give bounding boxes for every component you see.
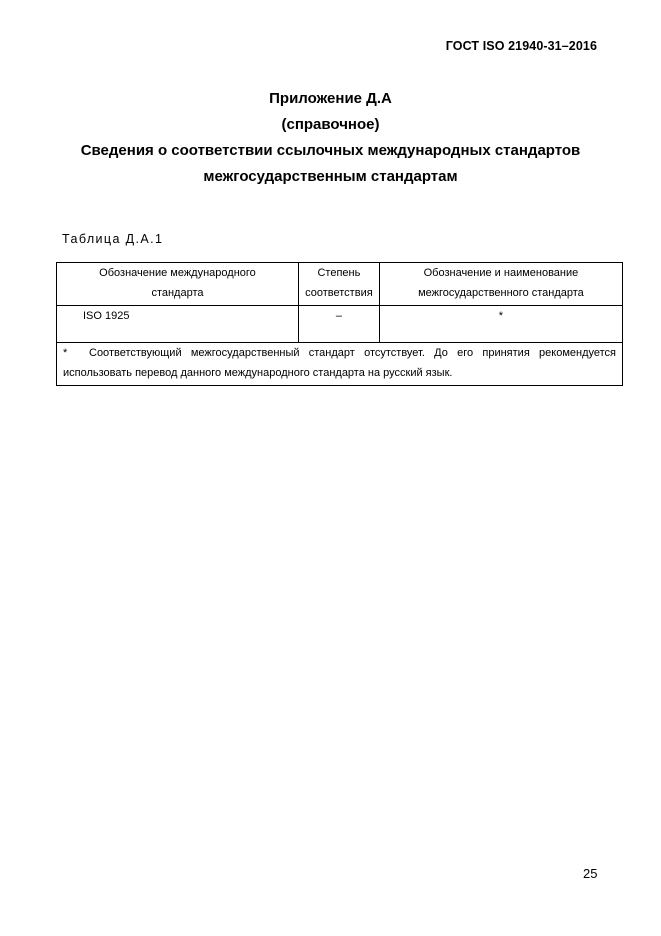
column-header-line: стандарта bbox=[151, 287, 204, 299]
cell-degree: – bbox=[298, 306, 379, 343]
column-header-line: соответствия bbox=[305, 287, 373, 299]
column-header-line: Обозначение и наименование bbox=[423, 267, 579, 279]
column-header-degree bbox=[298, 263, 379, 306]
column-header-international-standard bbox=[57, 263, 299, 306]
document-code: ГОСТ ISO 21940-31–2016 bbox=[445, 39, 597, 53]
annex-title: Приложение Д.А bbox=[269, 90, 392, 107]
table-row bbox=[57, 306, 623, 343]
table-header-row bbox=[57, 263, 623, 306]
cell-international-standard: ISO 1925 bbox=[57, 306, 299, 343]
annex-type: (справочное) bbox=[281, 116, 380, 133]
table-note-row bbox=[57, 343, 623, 386]
annex-subtitle-line-2: межгосударственным стандартам bbox=[203, 168, 458, 185]
note-mark: * bbox=[63, 347, 68, 359]
page-number: 25 bbox=[583, 866, 598, 881]
annex-heading bbox=[0, 86, 661, 190]
column-header-line: межгосударственного стандарта bbox=[418, 287, 584, 299]
reference-standards-table bbox=[56, 262, 623, 386]
note-text: Соответствующий межгосударственный стандарт отсутствует. До его принятия рекомендуется использовать перевод данного международного стандарта на русский язык. bbox=[63, 347, 616, 379]
column-header-line: Степень bbox=[317, 267, 361, 279]
column-header-line: Обозначение международного bbox=[99, 267, 256, 279]
table-note bbox=[57, 343, 623, 386]
column-header-interstate-standard bbox=[379, 263, 622, 306]
table-caption: Таблица Д.А.1 bbox=[62, 232, 164, 246]
annex-subtitle-line-1: Сведения о соответствии ссылочных международных стандартов bbox=[80, 142, 581, 159]
cell-interstate-standard: * bbox=[379, 306, 622, 343]
